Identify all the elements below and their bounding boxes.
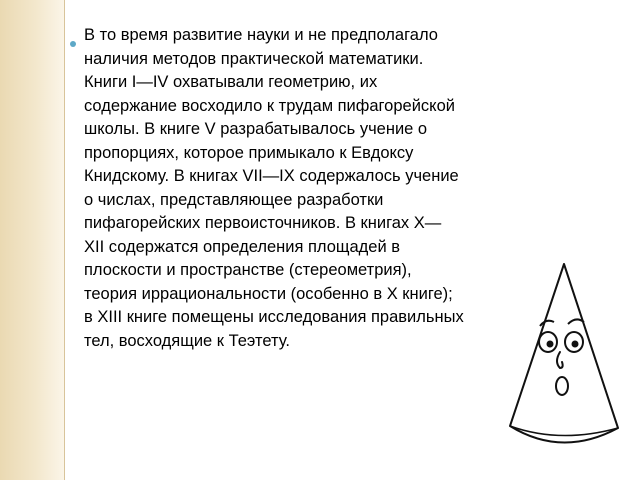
text-line: плоскости и пространстве (стереометрия), (84, 261, 412, 279)
text-line: теория иррациональности (особенно в X книге); (84, 284, 453, 303)
text-line: XII содержатся определения площадей в (84, 237, 401, 256)
text-line: о числах, представляющее разработки (84, 190, 384, 209)
bullet-list (70, 24, 555, 353)
text-line: пропорциях, которое примыкало к Евдоксу (84, 143, 414, 162)
text-line: наличия методов практической математики. (84, 49, 424, 68)
bullet-text (84, 24, 555, 353)
text-line: тел, восходящие к Теэтету. (84, 331, 290, 350)
bullet-icon (70, 41, 76, 47)
text-line: Книги I—IV охватывали геометрию, их (84, 73, 378, 91)
cone-body-icon (510, 264, 618, 443)
text-line: содержание восходило к трудам пифагорейской (84, 96, 455, 115)
text-line: Книдскому. В книгах VII—IX содержалось учение (84, 167, 459, 185)
left-pupil-icon (547, 341, 554, 348)
right-pupil-icon (572, 341, 579, 348)
left-decorative-band (0, 0, 64, 480)
text-line: в XIII книге помещены исследования правильных (84, 308, 464, 326)
text-line: пифагорейских первоисточников. В книгах X— (84, 214, 442, 232)
text-line: В то время развитие науки и не предполагало (84, 26, 438, 44)
mouth-icon (556, 377, 568, 395)
cartoon-cone-character-icon (500, 258, 624, 458)
band-divider-line (64, 0, 65, 480)
bullet-item (70, 24, 555, 353)
text-line: школы. В книге V разрабатывалось учение о (84, 120, 428, 138)
